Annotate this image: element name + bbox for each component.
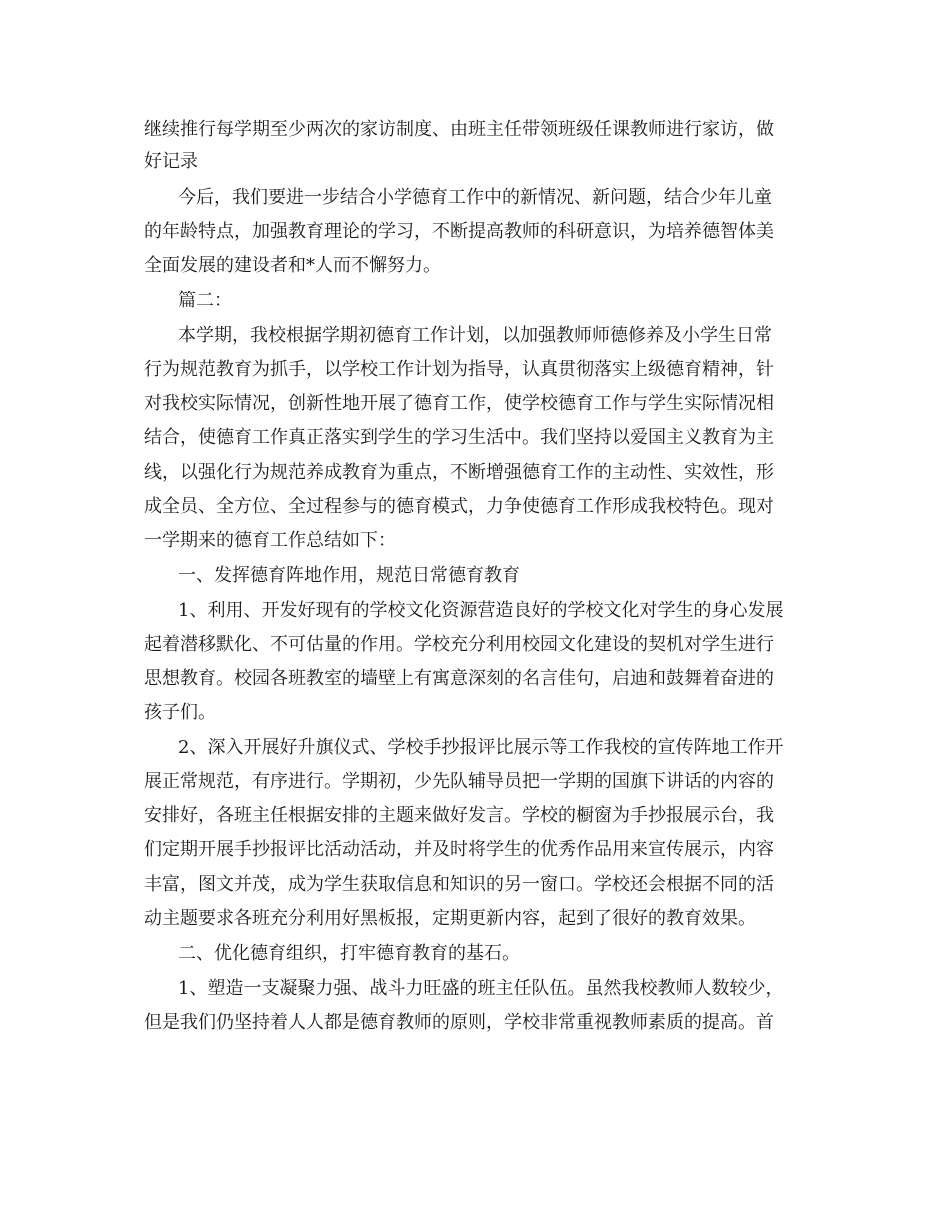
subheading: 二、优化德育组织，打牢德育教育的基石。: [178, 943, 520, 964]
text-line: 行为规范教育为抓手，以学校工作计划为指导，认真贯彻落实上级德育精神，针: [144, 359, 774, 380]
text-line: 继续推行每学期至少两次的家访制度、由班主任带领班级任课教师进行家访，做: [144, 119, 774, 140]
text-line: 结合，使德育工作真正落实到学生的学习生活中。我们坚持以爱国主义教育为主: [144, 427, 774, 448]
section-heading: 篇二：: [178, 290, 232, 311]
text-line: 展正常规范，有序进行。学期初，少先队辅导员把一学期的国旗下讲话的内容的: [144, 771, 774, 792]
text-line: 但是我们仍坚持着人人都是德育教师的原则，学校非常重视教师素质的提高。首: [144, 1012, 774, 1033]
text-line: 起着潜移默化、不可估量的作用。学校充分利用校园文化建设的契机对学生进行: [144, 634, 774, 655]
text-line: 一学期来的德育工作总结如下：: [144, 530, 396, 551]
text-line: 动主题要求各班充分利用好黑板报，定期更新内容，起到了很好的教育效果。: [144, 908, 756, 929]
text-line: 成全员、全方位、全过程参与的德育模式，力争使德育工作形成我校特色。现对: [144, 496, 774, 517]
text-line: 孩子们。: [144, 702, 216, 723]
text-line: 的年龄特点，加强教育理论的学习，不断提高教师的科研意识，为培养德智体美: [144, 221, 774, 242]
subheading: 一、发挥德育阵地作用，规范日常德育教育: [178, 565, 520, 586]
text-line: 好记录: [144, 151, 198, 172]
paragraph-start-line: 本学期，我校根据学期初德育工作计划，以加强教师师德修养及小学生日常: [178, 325, 772, 346]
text-line: 对我校实际情况，创新性地开展了德育工作，使学校德育工作与学生实际情况相: [144, 393, 774, 414]
paragraph-start-line: 今后，我们要进一步结合小学德育工作中的新情况、新问题，结合少年儿童: [178, 187, 772, 208]
paragraph-start-line: 2、深入开展好升旗仪式、学校手抄报评比展示等工作我校的宣传阵地工作开: [178, 737, 784, 758]
text-line: 安排好，各班主任根据安排的主题来做好发言。学校的橱窗为手抄报展示台，我: [144, 805, 774, 826]
text-line: 线，以强化行为规范养成教育为重点，不断增强德育工作的主动性、实效性，形: [144, 462, 774, 483]
text-line: 思想教育。校园各班教室的墙壁上有寓意深刻的名言佳句，启迪和鼓舞着奋进的: [144, 668, 774, 689]
paragraph-start-line: 1、利用、开发好现有的学校文化资源营造良好的学校文化对学生的身心发展: [178, 600, 784, 621]
text-line: 全面发展的建设者和*人而不懈努力。: [144, 255, 441, 276]
text-line: 们定期开展手抄报评比活动活动，并及时将学生的优秀作品用来宣传展示，内容: [144, 839, 774, 860]
paragraph-start-line: 1、塑造一支凝聚力强、战斗力旺盛的班主任队伍。虽然我校教师人数较少，: [178, 978, 784, 999]
text-line: 丰富，图文并茂，成为学生获取信息和知识的另一窗口。学校还会根据不同的活: [144, 874, 774, 895]
